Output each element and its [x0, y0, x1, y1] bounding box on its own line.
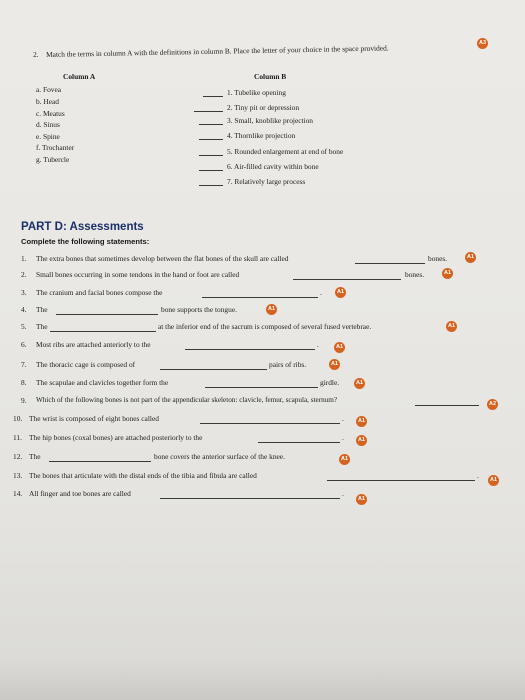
column-b-item: 5. Rounded enlargement at end of bone	[227, 147, 344, 156]
answer-blank-2[interactable]	[194, 111, 223, 112]
item-badge: A1	[488, 475, 499, 486]
item-text: The cranium and facial bones compose the	[36, 288, 163, 297]
item-number: 3.	[21, 288, 27, 297]
column-b-item: 3. Small, knoblike projection	[227, 116, 314, 125]
item-badge: A1	[356, 494, 367, 505]
column-a-item: c. Meatus	[36, 109, 65, 118]
page-shadow	[0, 660, 525, 700]
answer-blank-1[interactable]	[203, 96, 223, 97]
item-text-after: bone covers the anterior surface of the knee.	[154, 452, 285, 461]
item-number: 11.	[13, 433, 22, 442]
item-text: Most ribs are attached anteriorly to the	[36, 340, 151, 349]
item-number: 14.	[13, 489, 23, 498]
item-text-after: at the inferior end of the sacrum is composed of several fused vertebrae.	[158, 322, 372, 331]
item-text: The extra bones that sometimes develop between the flat bones of the skull are called	[36, 254, 289, 263]
item-text-after: pairs of ribs.	[269, 360, 307, 369]
item-text: The	[36, 305, 48, 314]
answer-blank[interactable]	[205, 387, 318, 388]
item-text: All finger and toe bones are called	[29, 489, 131, 498]
item-text: The wrist is composed of eight bones called	[29, 414, 159, 423]
item-number: 2.	[21, 270, 27, 279]
answer-blank-7[interactable]	[199, 185, 223, 186]
column-b-item: 1. Tubelike opening	[227, 88, 286, 97]
item-text: The bones that articulate with the distal ends of the tibia and fibula are called	[29, 471, 257, 480]
item-text-after: .	[317, 340, 319, 349]
item-badge: A1	[442, 268, 453, 279]
answer-blank[interactable]	[185, 349, 315, 350]
column-b-heading: Column B	[254, 72, 287, 81]
column-b-item: 2. Tiny pit or depression	[227, 103, 300, 112]
question-2-number: 2.	[32, 49, 39, 59]
answer-blank[interactable]	[327, 480, 475, 481]
answer-blank-4[interactable]	[199, 139, 223, 140]
answer-blank[interactable]	[160, 369, 267, 370]
item-badge: A1	[356, 416, 367, 427]
item-badge: A1	[334, 342, 345, 353]
column-b-item: 6. Air-filled cavity within bone	[227, 162, 319, 171]
column-a-item: g. Tubercle	[36, 155, 70, 164]
question-2-badge: A3	[477, 38, 488, 49]
answer-blank[interactable]	[160, 498, 340, 499]
answer-blank-6[interactable]	[199, 170, 223, 171]
part-d-title: PART D: Assessments	[21, 221, 144, 233]
item-number: 13.	[13, 471, 23, 480]
item-text-after: .	[342, 489, 344, 498]
item-text: Small bones occurring in some tendons in the hand or foot are called	[36, 270, 240, 279]
item-badge: A1	[465, 252, 476, 263]
question-2-instruction: Match the terms in column A with the definitions in column B. Place the letter of your choice in the space provided.	[45, 43, 389, 59]
item-text-after: .	[320, 288, 322, 297]
answer-blank-3[interactable]	[199, 124, 223, 125]
item-number: 5.	[21, 322, 27, 331]
item-number: 7.	[21, 360, 27, 369]
item-badge: A2	[487, 399, 498, 410]
item-text-after: .	[342, 414, 344, 423]
item-text-after: bones.	[405, 270, 425, 279]
item-number: 9.	[21, 396, 27, 405]
item-number: 4.	[21, 305, 27, 314]
item-text: The thoracic cage is composed of	[36, 360, 136, 369]
item-text-after: bone supports the tongue.	[161, 305, 237, 314]
item-text-after: bones.	[428, 254, 448, 263]
column-a-item: a. Fovea	[36, 85, 62, 94]
column-a-item: d. Sinus	[36, 120, 60, 129]
item-badge: A1	[329, 359, 340, 370]
column-b-item: 4. Thornlike projection	[227, 131, 296, 140]
item-badge: A1	[339, 454, 350, 465]
item-number: 12.	[13, 452, 23, 461]
item-text-after: .	[477, 471, 479, 480]
answer-blank[interactable]	[415, 405, 479, 406]
answer-blank[interactable]	[355, 263, 425, 264]
answer-blank[interactable]	[200, 423, 340, 424]
part-d-instruction: Complete the following statements:	[21, 237, 150, 246]
column-a-heading: Column A	[63, 72, 96, 81]
column-a-item: b. Head	[36, 97, 59, 106]
answer-blank[interactable]	[56, 314, 158, 315]
item-badge: A1	[266, 304, 277, 315]
item-number: 1.	[21, 254, 27, 263]
answer-blank[interactable]	[50, 331, 156, 332]
item-text-after: girdle.	[320, 378, 340, 387]
item-number: 8.	[21, 378, 27, 387]
item-badge: A1	[446, 321, 457, 332]
answer-blank[interactable]	[49, 461, 151, 462]
item-text: The	[29, 452, 41, 461]
column-b-item: 7. Relatively large process	[227, 177, 306, 186]
item-text-after: .	[342, 433, 344, 442]
item-badge: A1	[354, 378, 365, 389]
item-text: The scapulae and clavicles together form the	[36, 378, 169, 387]
column-a-item: f. Trochanter	[36, 143, 75, 152]
item-text: The	[36, 322, 48, 331]
column-a-item: e. Spine	[36, 132, 60, 141]
item-text: Which of the following bones is not part of the appendicular skeleton: clavicle, femur, scapula, sternum?	[36, 396, 338, 404]
answer-blank[interactable]	[293, 279, 401, 280]
item-number: 6.	[21, 340, 27, 349]
answer-blank[interactable]	[258, 442, 340, 443]
answer-blank[interactable]	[202, 297, 318, 298]
item-number: 10.	[13, 414, 23, 423]
item-badge: A1	[335, 287, 346, 298]
item-text: The hip bones (coxal bones) are attached posteriorly to the	[29, 433, 203, 442]
item-badge: A1	[356, 435, 367, 446]
answer-blank-5[interactable]	[199, 155, 223, 156]
